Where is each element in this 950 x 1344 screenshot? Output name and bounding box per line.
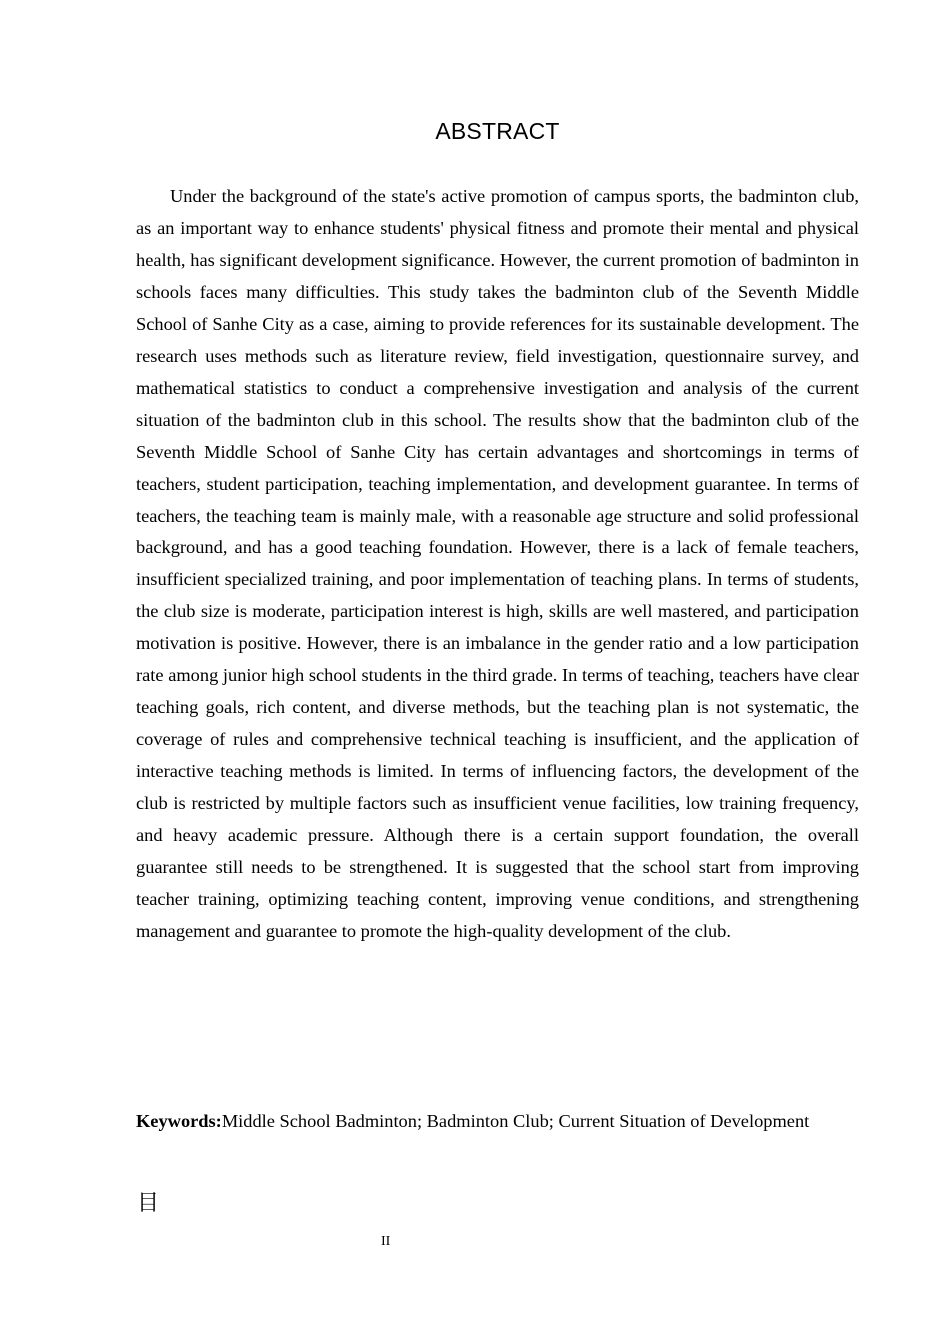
keywords-label: Keywords: bbox=[136, 1111, 222, 1131]
toc-heading-fragment: 目 bbox=[137, 1191, 160, 1216]
abstract-title: ABSTRACT bbox=[435, 118, 560, 144]
keywords-line bbox=[136, 1106, 859, 1138]
abstract-body: Under the background of the state's active promotion of campus sports, the badminton club, as an important way to enhance students' physical fitness and promote their mental and physical health, has significant development significance. However, the current promotion of badminton in schools faces many difficulties. This study takes the badminton club of the Seventh Middle School of Sanhe City as a case, aiming to provide references for its sustainable development. The research uses methods such as literature review, field investigation, questionnaire survey, and mathematical statistics to conduct a comprehensive investigation and analysis of the current situation of the badminton club in this school. The results show that the badminton club of the Seventh Middle School of Sanhe City has certain advantages and shortcomings in terms of teachers, student participation, teaching implementation, and development guarantee. In terms of teachers, the teaching team is mainly male, with a reasonable age structure and solid professional background, and has a good teaching foundation. However, there is a lack of female teachers, insufficient specialized training, and poor implementation of teaching plans. In terms of students, the club size is moderate, participation interest is high, skills are well mastered, and participation motivation is positive. However, there is an imbalance in the gender ratio and a low participation rate among junior high school students in the third grade. In terms of teaching, teachers have clear teaching goals, rich content, and diverse methods, but the teaching plan is not systematic, the coverage of rules and comprehensive technical teaching is insufficient, and the application of interactive teaching methods is limited. In terms of influencing factors, the development of the club is restricted by multiple factors such as insufficient venue facilities, low training frequency, and heavy academic pressure. Although there is a certain support foundation, the overall guarantee still needs to be strengthened. It is suggested that the school start from improving teacher training, optimizing teaching content, improving venue conditions, and strengthening management and guarantee to promote the high-quality development of the club. bbox=[136, 186, 859, 941]
page-number: II bbox=[381, 1234, 391, 1249]
keywords-text: Middle School Badminton; Badminton Club; Current Situation of Development bbox=[221, 1111, 810, 1131]
